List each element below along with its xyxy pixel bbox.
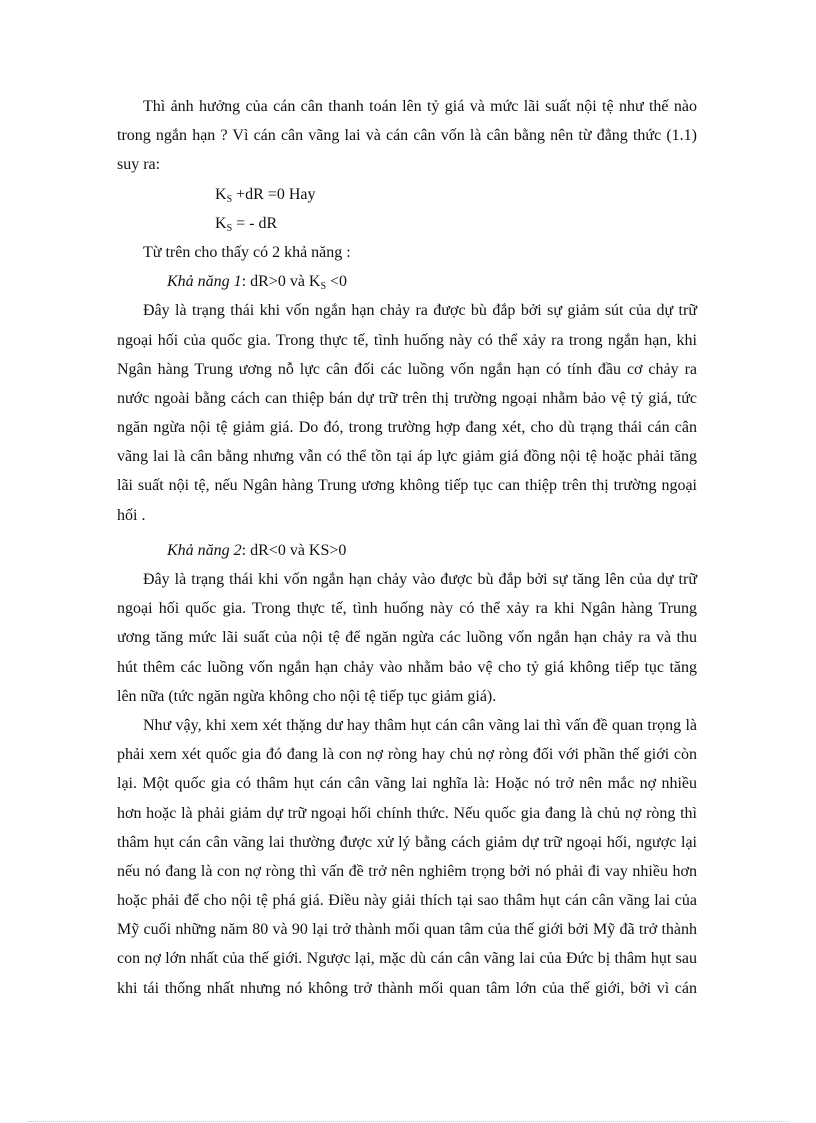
case-condition: : dR>0 và K xyxy=(241,273,321,291)
formula-ks-minus-dr xyxy=(117,209,697,238)
text-line: lãi suất nội tệ, nếu Ngân hàng Trung ương không tiếp tục can thiệp trên thị trường ngoại xyxy=(117,477,697,495)
paragraph-case-1 xyxy=(117,296,697,530)
text-line: nước ngoài bằng cách can thiệp bán dự trữ trên thị trường ngoại nhằm bảo vệ tỷ giá, tức xyxy=(117,389,697,407)
case-label: Khả năng 1 xyxy=(167,273,242,291)
case-1-heading xyxy=(117,267,697,296)
text-line: vãng lai là cân bằng nhưng vẫn có thể tồn tại áp lực giảm giá đồng nội tệ hoặc phải tăng xyxy=(117,448,697,466)
text-line: Như vậy, khi xem xét thặng dư hay thâm hụt cán cân vãng lai thì vấn đề quan trọng là xyxy=(143,716,697,734)
text-line: trong ngắn hạn ? Vì cán cân vãng lai và cán cân vốn là cân bằng nên từ đẳng thức (1.1) xyxy=(117,127,697,145)
text-line: Đây là trạng thái khi vốn ngắn hạn chảy vào được bù đắp bởi sự tăng lên của dự trữ xyxy=(143,571,697,588)
text-line: Ngân hàng Trung ương nỗ lực cân đối các luồng vốn ngắn hạn có tính đầu cơ chảy ra xyxy=(117,360,697,378)
text-line: lên nữa (tức ngăn ngừa không cho nội tệ tiếp tục giảm giá). xyxy=(117,687,497,705)
formula-subscript: S xyxy=(226,222,233,234)
formula-rest: = - dR xyxy=(232,214,278,232)
text-line: ngoại hối của quốc gia. Trong thực tế, tình huống này có thể xảy ra trong ngắn hạn, khi xyxy=(117,331,697,349)
paragraph-conclusion xyxy=(117,711,697,1003)
text-line: hối . xyxy=(117,506,146,524)
cases-intro: Từ trên cho thấy có 2 khả năng : xyxy=(143,243,351,261)
paragraph-case-2 xyxy=(117,565,697,711)
text-line: khi tái thống nhất nhưng nó không trở thành mối quan tâm lớn của thế giới, bởi vì cán xyxy=(117,979,697,997)
page-bottom-divider xyxy=(28,1121,788,1122)
text-line: ngăn ngừa nội tệ giảm giá. Do đó, trong trường hợp đang xét, cho dù trạng thái cán cân xyxy=(117,419,697,437)
formula-rest: +dR =0 Hay xyxy=(232,185,316,203)
formula-ks-plus-dr xyxy=(117,180,697,209)
text-line: nếu nó đang là con nợ ròng thì vấn đề trở nên nghiêm trọng bởi nó phải đi vay nhiều hơn xyxy=(117,862,697,880)
formula-symbol: K xyxy=(215,214,227,232)
case-2-heading xyxy=(117,536,697,565)
formula-symbol: K xyxy=(215,185,227,203)
text-line: phải xem xét quốc gia đó đang là con nợ ròng hay chủ nợ ròng đối với phần thế giới còn xyxy=(117,746,697,764)
document-page xyxy=(117,92,697,1003)
case-condition-tail: <0 xyxy=(326,273,348,291)
paragraph-intro xyxy=(117,92,697,180)
text-line: lại. Một quốc gia có thâm hụt cán cân vãng lai nghĩa là: Hoặc nó trở nên mắc nợ nhiều xyxy=(117,775,697,793)
text-line: con nợ lớn nhất của thế giới. Ngược lại, mặc dù cán cân vãng lai của Đức bị thâm hụt sau xyxy=(117,950,697,968)
text-line: Đây là trạng thái khi vốn ngắn hạn chảy ra được bù đắp bởi sự giảm sút của dự trữ xyxy=(143,302,697,320)
case-condition: : dR<0 và KS>0 xyxy=(241,541,347,559)
text-line: hút thêm các luồng vốn ngắn hạn chảy vào nhằm bảo vệ cho tỷ giá không tiếp tục tăng xyxy=(117,658,697,676)
case-label: Khả năng 2 xyxy=(167,541,242,559)
text-line: thâm hụt cán cân vãng lai thường được xử lý bằng cách giảm dự trữ ngoại hối, ngược lại xyxy=(117,833,697,851)
text-line: hoặc phải để cho nội tệ phá giá. Điều này giải thích tại sao thâm hụt cán cân vãng lai của xyxy=(117,892,697,910)
text-line: Mỹ cuối những năm 80 và 90 lại trở thành mối quan tâm của thế giới bởi Mỹ đã trở thành xyxy=(117,921,697,939)
text-line: Thì ảnh hưởng của cán cân thanh toán lên tỷ giá và mức lãi suất nội tệ như thế nào xyxy=(143,98,697,115)
text-line: ngoại hối quốc gia. Trong thực tế, tình huống này có thể xảy ra khi Ngân hàng Trung xyxy=(117,600,697,618)
text-line: ương tăng mức lãi suất của nội tệ để ngăn ngừa các luồng vốn ngắn hạn chảy ra và thu xyxy=(117,629,697,647)
formula-subscript: S xyxy=(226,193,233,205)
text-line: hơn hoặc là phải giảm dự trữ ngoại hối chính thức. Nếu quốc gia đang là chủ nợ ròng thì xyxy=(117,804,697,822)
case-subscript: S xyxy=(320,281,327,293)
text-line: suy ra: xyxy=(117,156,161,174)
